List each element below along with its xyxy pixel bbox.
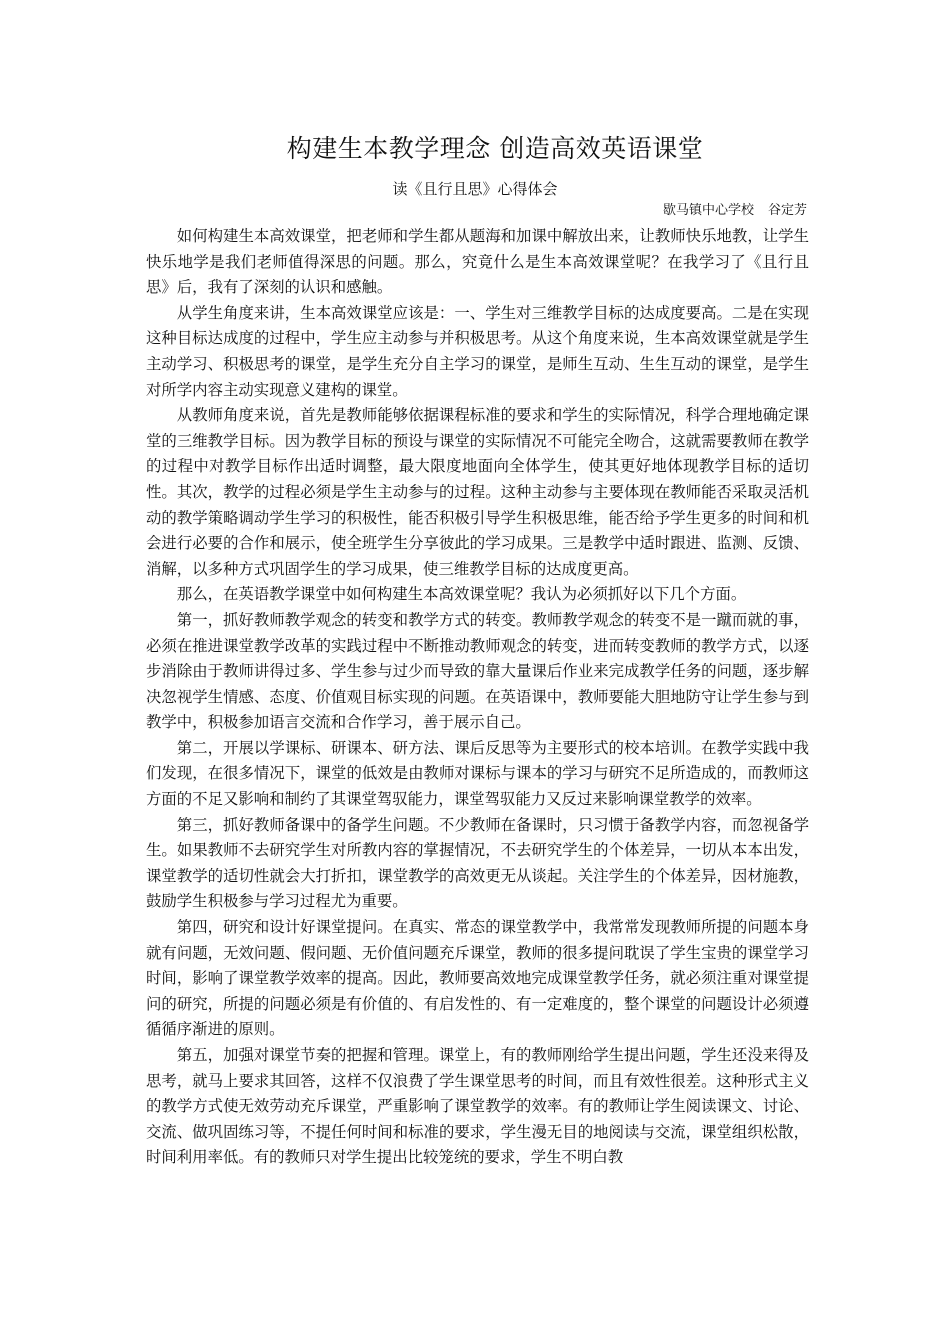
author-school: 歇马镇中心学校 bbox=[662, 203, 754, 218]
paragraph: 从学生角度来讲，生本高效课堂应该是：一、学生对三维教学目标的达成度要高。二是在实现这种目标达成度的过程中，学生应主动参与并积极思考。从这个角度来说，生本高效课堂就是学生主动学习、积极思考的课堂，是学生充分自主学习的课堂，是师生互动、生生互动的课堂，是学生对所学内容主动实现意义建构的课堂。 bbox=[146, 303, 809, 399]
paragraph: 如何构建生本高效课堂，把老师和学生都从题海和加课中解放出来，让教师快乐地教，让学生快乐地学是我们老师值得深思的问题。那么，究竟什么是生本高效课堂呢？在我学习了《且行且思》后，我有了深刻的认识和感触。 bbox=[146, 227, 809, 297]
paragraph: 那么，在英语教学课堂中如何构建生本高效课堂呢？我认为必须抓好以下几个方面。 bbox=[176, 585, 747, 604]
article-body bbox=[146, 224, 809, 1171]
paragraph: 第一，抓好教师教学观念的转变和教学方式的转变。教师教学观念的转变不是一蹴而就的事，必须在推进课堂教学改革的实践过程中不断推动教师观念的转变，进而转变教师的教学方式，以逐步消除由于教师讲得过多、学生参与过少而导致的靠大量课后作业来完成教学任务的问题，逐步解决忽视学生情感、态度、价值观目标实现的问题。在英语课中，教师要能大胆地防守让学生参与到教学中，积极参加语言交流和合作学习，善于展示自己。 bbox=[146, 610, 809, 732]
paragraph: 从教师角度来说，首先是教师能够依据课程标准的要求和学生的实际情况，科学合理地确定课堂的三维教学目标。因为教学目标的预设与课堂的实际情况不可能完全吻合，这就需要教师在教学的过程中对教学目标作出适时调整，最大限度地面向全体学生，使其更好地体现教学目标的适切性。其次，教学的过程必须是学生主动参与的过程。这种主动参与主要体现在教师能否采取灵活机动的教学策略调动学生学习的积极性，能否积极引导学生积极思维，能否给予学生更多的时间和机会进行必要的合作和展示，使全班学生分享彼此的学习成果。三是教学中适时跟进、监测、反馈、消解，以多种方式巩固学生的学习成果，使三维教学目标的达成度更高。 bbox=[146, 406, 809, 578]
document-title: 构建生本教学理念 创造高效英语课堂 bbox=[286, 134, 704, 163]
paragraph: 第五，加强对课堂节奏的把握和管理。课堂上，有的教师刚给学生提出问题，学生还没来得及思考，就马上要求其回答，这样不仅浪费了学生课堂思考的时间，而且有效性很差。这种形式主义的教学方式使无效劳动充斥课堂，严重影响了课堂教学的效率。有的教师让学生阅读课文、讨论、交流、做巩固练习等，不提任何时间和标准的要求，学生漫无目的地阅读与交流，课堂组织松散，时间利用率低。有的教师只对学生提出比较笼统的要求，学生不明白教 bbox=[146, 1046, 809, 1167]
paragraph: 第四，研究和设计好课堂提问。在真实、常态的课堂教学中，我常常发现教师所提的问题本身就有问题，无效问题、假问题、无价值问题充斥课堂，教师的很多提问耽误了学生宝贵的课堂学习时间，影响了课堂教学效率的提高。因此，教师要高效地完成课堂教学任务，就必须注重对课堂提问的研究，所提的问题必须是有价值的、有启发性的、有一定难度的，整个课堂的问题设计必须遵循循序渐进的原则。 bbox=[146, 918, 809, 1039]
paragraph: 第三，抓好教师备课中的备学生问题。不少教师在备课时，只习惯于备教学内容，而忽视备学生。如果教师不去研究学生对所教内容的掌握情况，不去研究学生的个体差异，一切从本本出发，课堂教学的适切性就会大打折扣，课堂教学的高效更无从谈起。关注学生的个体差异，因材施教，鼓励学生积极参与学习过程尤为重要。 bbox=[146, 815, 809, 911]
document-subtitle: 读《且行且思》心得体会 bbox=[392, 180, 558, 198]
author-name: 谷定芳 bbox=[767, 203, 807, 218]
paragraph: 第二，开展以学课标、研课本、研方法、课后反思等为主要形式的校本培训。在教学实践中我们发现，在很多情况下，课堂的低效是由教师对课标与课本的学习与研究不足所造成的，而教师这方面的不足又影响和制约了其课堂驾驭能力，课堂驾驭能力又反过来影响课堂教学的效率。 bbox=[146, 738, 809, 809]
author-line bbox=[663, 201, 807, 221]
